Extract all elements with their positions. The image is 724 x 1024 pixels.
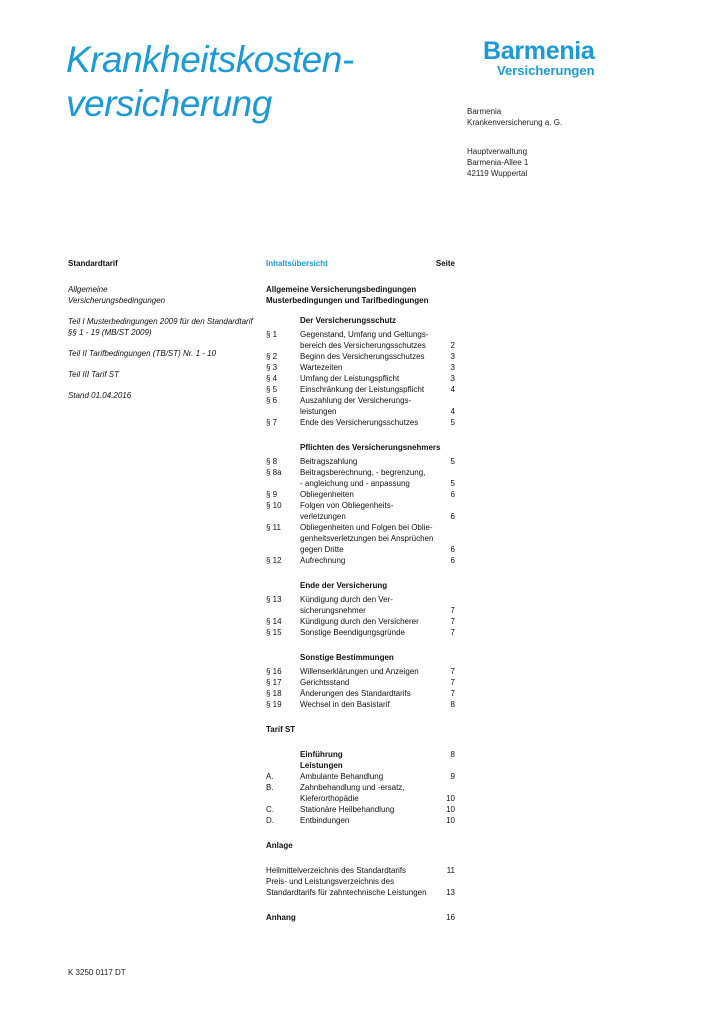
toc-row-page: 13 — [446, 888, 455, 897]
toc-row-page: 11 — [446, 866, 455, 875]
toc-row-title: verletzungen — [300, 512, 346, 521]
toc-row-paragraph: § 7 — [266, 418, 278, 427]
toc-row-title: Heilmittelverzeichnis des Standardtarifs — [266, 866, 407, 875]
toc-row-title: Standardtarifs für zahntechnische Leistungen — [266, 888, 427, 897]
toc-row-title: Obliegenheiten und Folgen bei Oblie- — [300, 523, 433, 532]
toc-row-paragraph: § 19 — [266, 700, 282, 709]
toc-row — [260, 533, 460, 544]
title-line-1: Krankheitskosten- — [66, 39, 354, 80]
toc-row-title: Kündigung durch den Ver- — [300, 595, 393, 604]
office-address — [467, 146, 528, 179]
toc-section-title: Pflichten des Versicherungsnehmers — [300, 443, 441, 452]
company-address — [467, 106, 562, 128]
toc-row-page: 5 — [450, 418, 455, 427]
toc-row-title: Beitragszahlung — [300, 457, 358, 466]
toc-row-title: Entbindungen — [300, 816, 350, 825]
toc-row-title: bereich des Versicherungsschutzes — [300, 341, 426, 350]
toc-row — [260, 804, 460, 815]
toc-row-page: 5 — [450, 457, 455, 466]
toc-row-paragraph: § 13 — [266, 595, 282, 604]
toc-row — [260, 395, 460, 406]
company-name: Barmenia — [467, 107, 502, 116]
left-item-teil-3: Teil III Tarif ST — [68, 370, 119, 379]
toc-row-title: Ambulante Behandlung — [300, 772, 384, 781]
toc-row-page: 7 — [450, 667, 455, 676]
toc-page-header: Seite — [435, 259, 455, 268]
toc-row — [260, 771, 460, 782]
toc-row-title: Wechsel in den Basistarif — [300, 700, 390, 709]
toc-row — [260, 384, 460, 395]
toc-row — [260, 876, 460, 887]
office-street: Barmenia-Allee 1 — [467, 158, 529, 167]
toc-row-title: Obliegenheiten — [300, 490, 354, 499]
toc-row — [260, 594, 460, 605]
toc-row — [260, 351, 460, 362]
toc-row-page: 10 — [446, 816, 455, 825]
left-item-teil-1: Teil I Musterbedingungen 2009 für den Standardtarif §§ 1 - 19 (MB/ST 2009) — [68, 317, 253, 337]
toc-row — [260, 699, 460, 710]
toc-row-page: 6 — [450, 512, 455, 521]
toc-row — [260, 887, 460, 898]
toc-section-title: Ende der Versicherung — [300, 581, 388, 590]
anlage-rows — [260, 865, 460, 898]
left-column — [68, 258, 278, 401]
anlage-title: Anlage — [266, 841, 293, 850]
toc-row — [260, 666, 460, 677]
toc-row — [260, 329, 460, 340]
toc-section-title: Der Versicherungsschutz — [300, 316, 397, 325]
toc-row — [260, 467, 460, 478]
toc-sections — [260, 315, 460, 724]
document-title — [66, 38, 354, 126]
toc-row-paragraph: § 18 — [266, 689, 282, 698]
toc-row — [260, 815, 460, 826]
toc-row-title: Änderungen des Standardtarifs — [300, 689, 411, 698]
document-code: K 3250 0117 DT — [68, 968, 126, 977]
toc-row-paragraph: § 15 — [266, 628, 282, 637]
toc-row — [260, 489, 460, 500]
table-of-contents — [260, 258, 460, 923]
toc-row-paragraph: A. — [266, 772, 274, 781]
toc-row — [260, 362, 460, 373]
toc-row — [260, 478, 460, 489]
left-item-stand: Stand 01.04.2016 — [68, 391, 132, 400]
toc-row-paragraph: § 4 — [266, 374, 278, 383]
toc-row-title: Beitragsberechnung, - begrenzung, — [300, 468, 426, 477]
tarif-intro-title: Einführung — [300, 750, 343, 759]
company-type: Krankenversicherung a. G. — [467, 118, 563, 127]
toc-row-page: 3 — [450, 363, 455, 372]
toc-row-title: Auszahlung der Versicherungs- — [300, 396, 412, 405]
toc-row-title: Willenserklärungen und Anzeigen — [300, 667, 419, 676]
toc-row-title: - angleichung und - anpassung — [300, 479, 410, 488]
toc-row — [260, 677, 460, 688]
toc-row-paragraph: § 16 — [266, 667, 282, 676]
barmenia-logo — [483, 38, 633, 78]
toc-row-page: 3 — [450, 374, 455, 383]
toc-row — [260, 456, 460, 467]
toc-section-header — [260, 580, 460, 591]
office-label: Hauptverwaltung — [467, 147, 528, 156]
toc-row-title: Preis- und Leistungsverzeichnis des — [266, 877, 395, 886]
toc-row — [260, 522, 460, 533]
toc-row — [260, 793, 460, 804]
toc-row-page: 6 — [450, 490, 455, 499]
toc-row-paragraph: § 12 — [266, 556, 282, 565]
toc-row-title: sicherungsnehmer — [300, 606, 366, 615]
toc-row — [260, 417, 460, 428]
toc-row — [260, 688, 460, 699]
toc-row-paragraph: § 9 — [266, 490, 278, 499]
toc-row-paragraph: § 11 — [266, 523, 281, 532]
toc-row-paragraph: § 6 — [266, 396, 278, 405]
tarif-title: Tarif ST — [266, 725, 296, 734]
toc-row-title: Kündigung durch den Versicherer — [300, 617, 419, 626]
toc-header: Inhaltsübersicht — [266, 259, 328, 268]
toc-row-paragraph: § 3 — [266, 363, 278, 372]
toc-row-paragraph: B. — [266, 783, 274, 792]
toc-row-page: 7 — [450, 628, 455, 637]
toc-row-page: 6 — [450, 545, 455, 554]
toc-row-page: 10 — [446, 794, 455, 803]
toc-row — [260, 865, 460, 876]
toc-row-title: Umfang der Leistungspflicht — [300, 374, 400, 383]
toc-row — [260, 616, 460, 627]
toc-row-title: Zahnbehandlung und -ersatz, — [300, 783, 405, 792]
toc-row-paragraph: § 1 — [266, 330, 278, 339]
toc-row-paragraph: § 14 — [266, 617, 282, 626]
toc-row-page: 6 — [450, 556, 455, 565]
toc-row — [260, 544, 460, 555]
toc-row-paragraph: C. — [266, 805, 274, 814]
tarif-rows — [260, 771, 460, 826]
toc-row-page: 2 — [450, 341, 455, 350]
toc-row-title: gegen Dritte — [300, 545, 344, 554]
logo-subtitle: Versicherungen — [497, 63, 595, 78]
toc-row-page: 10 — [446, 805, 455, 814]
toc-row-title: Aufrechnung — [300, 556, 346, 565]
toc-row-title: Sonstige Beendigungsgründe — [300, 628, 405, 637]
toc-row — [260, 340, 460, 351]
toc-row-title: Ende des Versicherungsschutzes — [300, 418, 419, 427]
toc-row-page: 5 — [450, 479, 455, 488]
toc-row-title: Folgen von Obliegenheits- — [300, 501, 394, 510]
left-item-teil-2: Teil II Tarifbedingungen (TB/ST) Nr. 1 - 10 — [68, 349, 217, 358]
toc-row-page: 3 — [450, 352, 455, 361]
toc-section-header — [260, 442, 460, 453]
toc-row — [260, 500, 460, 511]
toc-row — [260, 782, 460, 793]
toc-row-title: Gegenstand, Umfang und Geltungs- — [300, 330, 429, 339]
toc-section-title: Sonstige Bestimmungen — [300, 653, 394, 662]
title-line-2: versicherung — [66, 83, 272, 124]
toc-row-paragraph: D. — [266, 816, 274, 825]
toc-row-paragraph: § 8 — [266, 457, 278, 466]
toc-row-page: 7 — [450, 606, 455, 615]
toc-row-title: Einschränkung der Leistungspflicht — [300, 385, 425, 394]
left-item-avb: Allgemeine Versicherungsbedingungen — [68, 285, 166, 305]
toc-row — [260, 406, 460, 417]
office-city: 42119 Wuppertal — [467, 169, 528, 178]
toc-row-paragraph: § 10 — [266, 501, 282, 510]
toc-row-paragraph: § 17 — [266, 678, 282, 687]
toc-row-title: Wartezeiten — [300, 363, 343, 372]
toc-row-title: Stationäre Heilbehandlung — [300, 805, 395, 814]
toc-row — [260, 373, 460, 384]
tarif-intro-page: 8 — [450, 750, 455, 759]
toc-row — [260, 627, 460, 638]
logo-brand: Barmenia — [483, 37, 595, 65]
anhang-title: Anhang — [266, 913, 296, 922]
left-header: Standardtarif — [68, 259, 118, 268]
toc-row — [260, 555, 460, 566]
anhang-page: 16 — [446, 913, 455, 922]
toc-row-paragraph: § 2 — [266, 352, 278, 361]
toc-section-header — [260, 652, 460, 663]
toc-row-title: Kieferorthopädie — [300, 794, 359, 803]
toc-intro-2: Musterbedingungen und Tarifbedingungen — [266, 296, 429, 305]
toc-row — [260, 605, 460, 616]
toc-row-page: 9 — [450, 772, 455, 781]
toc-row-title: Beginn des Versicherungsschutzes — [300, 352, 425, 361]
tarif-leistungen: Leistungen — [300, 761, 343, 770]
toc-row-page: 7 — [450, 689, 455, 698]
toc-row-title: Gerichtsstand — [300, 678, 350, 687]
toc-row-page: 4 — [450, 407, 455, 416]
toc-row-title: leistungen — [300, 407, 337, 416]
toc-row-paragraph: § 8a — [266, 468, 282, 477]
toc-row — [260, 511, 460, 522]
toc-row-page: 4 — [450, 385, 455, 394]
toc-row-paragraph: § 5 — [266, 385, 278, 394]
toc-intro-1: Allgemeine Versicherungsbedingungen — [266, 285, 417, 294]
toc-row-page: 8 — [450, 700, 455, 709]
toc-section-header — [260, 315, 460, 326]
toc-row-page: 7 — [450, 678, 455, 687]
toc-row-page: 7 — [450, 617, 455, 626]
toc-row-title: genheitsverletzungen bei Ansprüchen — [300, 534, 434, 543]
